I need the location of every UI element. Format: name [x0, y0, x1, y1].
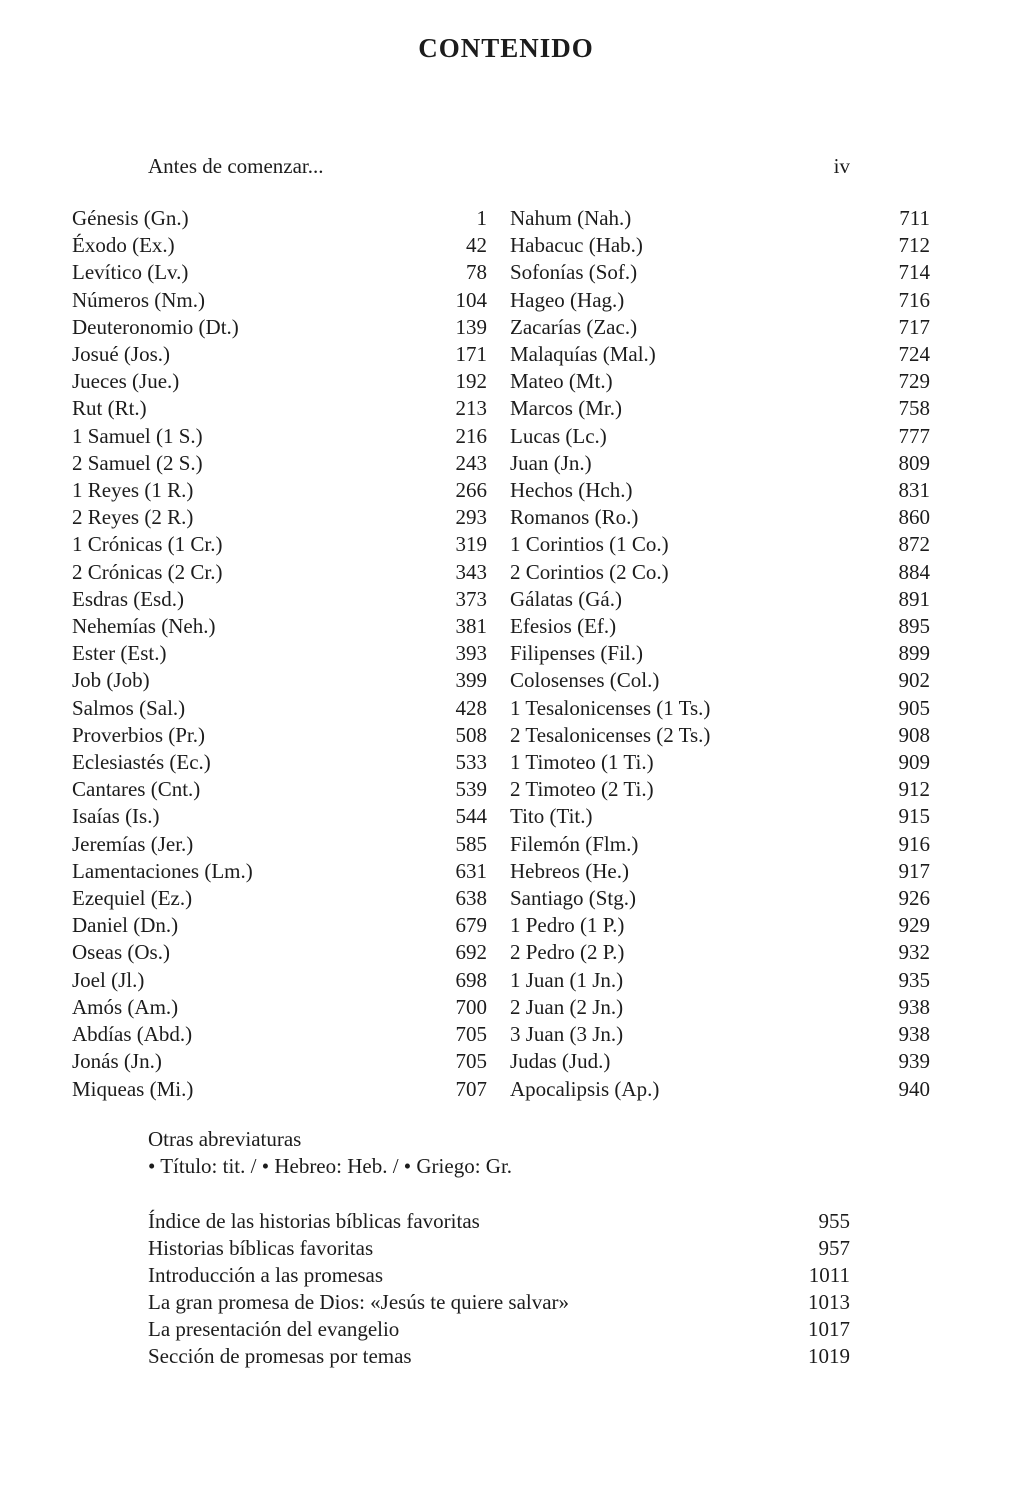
toc-entry: [510, 531, 930, 558]
toc-entry: [510, 1076, 930, 1103]
entry-page-number: 940: [898, 1076, 930, 1101]
toc-entry: [72, 559, 487, 586]
toc-entry: [72, 1076, 487, 1103]
toc-entry: [72, 287, 487, 314]
toc-entry: [510, 613, 930, 640]
abbreviations-line: • Título: tit. / • Hebreo: Heb. / • Griego: Gr.: [148, 1153, 513, 1178]
entry-title: Lucas (Lc.): [510, 423, 607, 448]
entry-page-number: 243: [455, 450, 487, 475]
entry-title: Hebreos (He.): [510, 858, 629, 883]
entry-page-number: 916: [898, 831, 930, 856]
toc-entry: [72, 314, 487, 341]
entry-page-number: 729: [898, 369, 930, 394]
entry-page-number: 716: [898, 287, 930, 312]
entry-page-number: 932: [898, 940, 930, 965]
entry-page-number: 216: [455, 423, 487, 448]
entry-page-number: 711: [899, 206, 930, 230]
toc-entry: [148, 1262, 850, 1289]
toc-entry: [72, 667, 487, 694]
entry-page-number: 909: [898, 750, 930, 775]
entry-title: 2 Crónicas (2 Cr.): [72, 559, 223, 584]
entry-title: Josué (Jos.): [72, 342, 170, 367]
entry-page-number: 938: [898, 1022, 930, 1047]
entry-page-number: 78: [466, 260, 487, 285]
toc-entry: [510, 1048, 930, 1075]
toc-entry: [510, 232, 930, 259]
entry-title: Salmos (Sal.): [72, 695, 186, 720]
entry-title: Ezequiel (Ez.): [72, 886, 193, 911]
entry-title: Sofonías (Sof.): [510, 260, 638, 285]
entry-page-number: 428: [455, 695, 487, 720]
entry-page-number: 884: [898, 559, 930, 584]
toc-entry: [72, 912, 487, 939]
entry-page-number: 899: [898, 641, 930, 666]
entry-title: Esdras (Esd.): [72, 586, 184, 611]
entry-title: 2 Tesalonicenses (2 Ts.): [510, 722, 711, 747]
entry-page-number: 631: [455, 858, 487, 883]
entry-title: Daniel (Dn.): [72, 913, 179, 938]
book-list-left-column: [72, 205, 487, 1103]
toc-entry: [72, 939, 487, 966]
toc-entry: [510, 450, 930, 477]
toc-entry: [510, 341, 930, 368]
entry-page-number: 1011: [808, 1262, 850, 1287]
toc-entry: [72, 259, 487, 286]
toc-entry: [510, 504, 930, 531]
entry-page-number: 905: [898, 695, 930, 720]
abbreviations-heading: Otras abreviaturas: [148, 1126, 302, 1151]
toc-entry: [510, 586, 930, 613]
toc-entry: [72, 368, 487, 395]
toc-entry: [72, 531, 487, 558]
toc-entry: [72, 205, 487, 232]
toc-entry: [148, 1289, 850, 1316]
toc-entry: [148, 1235, 850, 1262]
entry-page-number: 1: [476, 206, 487, 230]
entry-page-number: 585: [455, 831, 487, 856]
toc-entry: [72, 477, 487, 504]
toc-entry: [72, 885, 487, 912]
entry-title: 1 Juan (1 Jn.): [510, 967, 624, 992]
front-matter-label: Antes de comenzar...: [148, 154, 324, 178]
entry-page-number: 539: [455, 777, 487, 802]
entry-page-number: 705: [455, 1049, 487, 1074]
entry-title: Amós (Am.): [72, 994, 179, 1019]
toc-entry: [72, 1048, 487, 1075]
toc-entry: [72, 423, 487, 450]
entry-page-number: 935: [898, 967, 930, 992]
entry-title: Judas (Jud.): [510, 1049, 611, 1074]
entry-title: 2 Reyes (2 R.): [72, 505, 194, 530]
entry-title: Índice de las historias bíblicas favoritas: [148, 1208, 480, 1233]
toc-entry: [510, 967, 930, 994]
entry-title: La presentación del evangelio: [148, 1316, 400, 1341]
toc-entry: [510, 912, 930, 939]
entry-page-number: 908: [898, 722, 930, 747]
entry-title: Abdías (Abd.): [72, 1022, 193, 1047]
entry-title: Hageo (Hag.): [510, 287, 625, 312]
toc-entry: [510, 667, 930, 694]
toc-entry: [510, 803, 930, 830]
entry-page-number: 533: [455, 750, 487, 775]
entry-title: Juan (Jn.): [510, 450, 592, 475]
entry-title: 2 Pedro (2 P.): [510, 940, 625, 965]
entry-title: Nehemías (Neh.): [72, 614, 216, 639]
entry-title: 1 Timoteo (1 Ti.): [510, 750, 654, 775]
entry-title: 2 Samuel (2 S.): [72, 450, 203, 475]
entry-title: Habacuc (Hab.): [510, 233, 643, 258]
entry-title: Filipenses (Fil.): [510, 641, 644, 666]
entry-title: Deuteronomio (Dt.): [72, 314, 239, 339]
entry-title: 1 Pedro (1 P.): [510, 913, 625, 938]
entry-page-number: 343: [455, 559, 487, 584]
toc-entry: [72, 695, 487, 722]
page-title: CONTENIDO: [418, 33, 594, 63]
entry-title: Levítico (Lv.): [72, 260, 189, 285]
entry-page-number: 293: [455, 505, 487, 530]
front-matter-page-number: iv: [833, 154, 850, 178]
entry-title: 1 Reyes (1 R.): [72, 478, 194, 503]
entry-title: Cantares (Cnt.): [72, 777, 201, 802]
toc-entry: [510, 395, 930, 422]
entry-page-number: 1017: [808, 1316, 850, 1341]
toc-entry: [510, 858, 930, 885]
toc-entry: [72, 831, 487, 858]
toc-entry: [510, 885, 930, 912]
toc-entry: [72, 504, 487, 531]
entry-title: Jueces (Jue.): [72, 369, 180, 394]
entry-page-number: 938: [898, 994, 930, 1019]
entry-title: Efesios (Ef.): [510, 614, 617, 639]
entry-page-number: 393: [455, 641, 487, 666]
entry-title: Malaquías (Mal.): [510, 342, 656, 367]
entry-title: Hechos (Hch.): [510, 478, 633, 503]
toc-entry: [72, 1021, 487, 1048]
entry-title: Santiago (Stg.): [510, 886, 636, 911]
entry-title: 2 Timoteo (2 Ti.): [510, 777, 654, 802]
entry-page-number: 712: [898, 233, 930, 258]
toc-entry: [510, 423, 930, 450]
toc-entry: [510, 831, 930, 858]
toc-entry: [72, 232, 487, 259]
toc-entry: [72, 967, 487, 994]
entry-page-number: 700: [455, 994, 487, 1019]
toc-entry: [72, 722, 487, 749]
entry-page-number: 213: [455, 396, 487, 421]
entry-title: Apocalipsis (Ap.): [510, 1076, 660, 1101]
entry-page-number: 638: [455, 886, 487, 911]
entry-title: Isaías (Is.): [72, 804, 160, 829]
entry-page-number: 42: [466, 233, 487, 258]
entry-title: 1 Samuel (1 S.): [72, 423, 203, 448]
toc-entry: [510, 640, 930, 667]
toc-entry: [510, 287, 930, 314]
toc-entry: [148, 1316, 850, 1343]
toc-entry: [72, 858, 487, 885]
entry-title: 1 Tesalonicenses (1 Ts.): [510, 695, 711, 720]
entry-page-number: 915: [898, 804, 930, 829]
entry-page-number: 917: [898, 858, 930, 883]
toc-entry: [72, 613, 487, 640]
entry-title: Mateo (Mt.): [510, 369, 613, 394]
entry-page-number: 895: [898, 614, 930, 639]
entry-page-number: 192: [455, 369, 487, 394]
entry-title: Joel (Jl.): [72, 967, 145, 992]
entry-page-number: 381: [455, 614, 487, 639]
toc-entry: [510, 314, 930, 341]
entry-title: Filemón (Flm.): [510, 831, 639, 856]
toc-entry: [510, 722, 930, 749]
entry-title: Jeremías (Jer.): [72, 831, 194, 856]
entry-title: 2 Corintios (2 Co.): [510, 559, 669, 584]
entry-page-number: 758: [898, 396, 930, 421]
toc-entry: [72, 450, 487, 477]
toc-entry: [510, 776, 930, 803]
entry-page-number: 373: [455, 586, 487, 611]
entry-title: Jonás (Jn.): [72, 1049, 162, 1074]
toc-entry: [510, 477, 930, 504]
toc-entry: [148, 1343, 850, 1370]
entry-title: Ester (Est.): [72, 641, 167, 666]
front-matter-row: [148, 153, 850, 179]
entry-page-number: 724: [898, 342, 930, 367]
entry-page-number: 698: [455, 967, 487, 992]
toc-entry: [72, 640, 487, 667]
entry-title: 2 Juan (2 Jn.): [510, 994, 624, 1019]
entry-title: Rut (Rt.): [72, 396, 147, 421]
entry-page-number: 809: [898, 450, 930, 475]
entry-title: Lamentaciones (Lm.): [72, 858, 253, 883]
back-matter-list: [148, 1208, 850, 1370]
entry-title: Romanos (Ro.): [510, 505, 639, 530]
entry-page-number: 831: [898, 478, 930, 503]
entry-page-number: 544: [455, 804, 487, 829]
entry-page-number: 955: [818, 1208, 850, 1233]
toc-entry: [510, 368, 930, 395]
entry-title: Oseas (Os.): [72, 940, 170, 965]
entry-title: Zacarías (Zac.): [510, 314, 638, 339]
entry-title: Sección de promesas por temas: [148, 1343, 412, 1368]
book-list: [0, 205, 1012, 1103]
entry-page-number: 319: [455, 532, 487, 557]
entry-title: 1 Corintios (1 Co.): [510, 532, 669, 557]
entry-title: Historias bíblicas favoritas: [148, 1235, 374, 1260]
toc-entry: [510, 939, 930, 966]
entry-page-number: 679: [455, 913, 487, 938]
abbreviations-block: [148, 1126, 850, 1180]
entry-title: La gran promesa de Dios: «Jesús te quiere salvar»: [148, 1289, 570, 1314]
entry-page-number: 508: [455, 722, 487, 747]
entry-title: Génesis (Gn.): [72, 206, 189, 230]
entry-page-number: 1013: [808, 1289, 850, 1314]
entry-page-number: 872: [898, 532, 930, 557]
entry-page-number: 139: [455, 314, 487, 339]
toc-entry: [510, 559, 930, 586]
entry-page-number: 929: [898, 913, 930, 938]
toc-entry: [510, 259, 930, 286]
toc-entry: [72, 341, 487, 368]
entry-page-number: 939: [898, 1049, 930, 1074]
entry-title: Éxodo (Ex.): [72, 233, 175, 258]
toc-entry: [72, 776, 487, 803]
entry-title: 3 Juan (3 Jn.): [510, 1022, 624, 1047]
entry-title: Colosenses (Col.): [510, 668, 660, 693]
entry-page-number: 104: [455, 287, 487, 312]
entry-page-number: 705: [455, 1022, 487, 1047]
entry-title: Gálatas (Gá.): [510, 586, 622, 611]
entry-page-number: 714: [898, 260, 930, 285]
book-list-right-column: [510, 205, 930, 1103]
toc-entry: [510, 205, 930, 232]
toc-entry: [72, 586, 487, 613]
toc-entry: [510, 695, 930, 722]
toc-entry: [72, 749, 487, 776]
entry-page-number: 171: [455, 342, 487, 367]
entry-title: Miqueas (Mi.): [72, 1076, 194, 1101]
entry-title: Números (Nm.): [72, 287, 205, 312]
entry-page-number: 692: [455, 940, 487, 965]
toc-entry: [72, 395, 487, 422]
toc-entry: [510, 1021, 930, 1048]
entry-title: Eclesiastés (Ec.): [72, 750, 211, 775]
entry-page-number: 707: [455, 1076, 487, 1101]
toc-entry: [148, 1208, 850, 1235]
entry-page-number: 1019: [808, 1343, 850, 1368]
entry-page-number: 926: [898, 886, 930, 911]
entry-page-number: 717: [898, 314, 930, 339]
toc-entry: [510, 749, 930, 776]
toc-entry: [72, 994, 487, 1021]
entry-title: Proverbios (Pr.): [72, 722, 205, 747]
entry-page-number: 860: [898, 505, 930, 530]
entry-page-number: 777: [898, 423, 930, 448]
toc-entry: [510, 994, 930, 1021]
entry-title: Marcos (Mr.): [510, 396, 622, 421]
entry-page-number: 266: [455, 478, 487, 503]
toc-entry: [72, 803, 487, 830]
entry-title: Nahum (Nah.): [510, 206, 632, 230]
entry-page-number: 891: [898, 586, 930, 611]
entry-page-number: 902: [898, 668, 930, 693]
entry-page-number: 957: [818, 1235, 850, 1260]
entry-title: Tito (Tit.): [510, 804, 593, 829]
entry-title: Introducción a las promesas: [148, 1262, 384, 1287]
entry-page-number: 912: [898, 777, 930, 802]
entry-page-number: 399: [455, 668, 487, 693]
entry-title: 1 Crónicas (1 Cr.): [72, 532, 223, 557]
entry-title: Job (Job): [72, 668, 150, 693]
